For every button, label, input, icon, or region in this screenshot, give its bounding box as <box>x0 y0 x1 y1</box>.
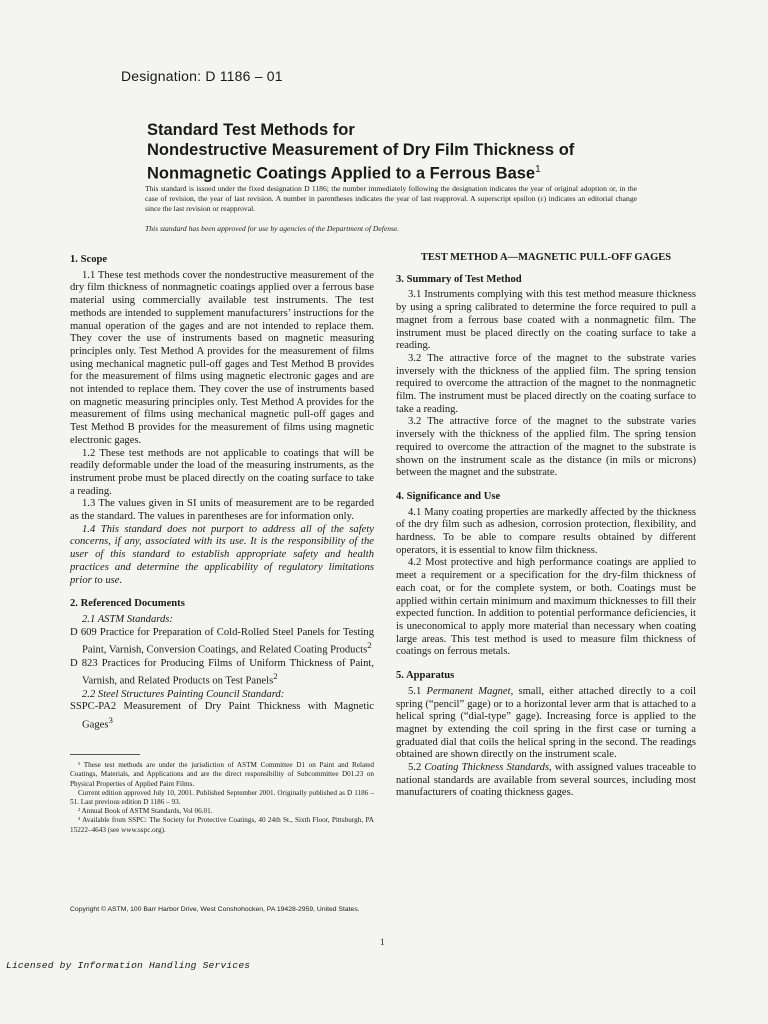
license-stamp: Licensed by Information Handling Services <box>6 960 251 971</box>
preamble: This standard is issued under the fixed designation D 1186; the number immediately following the designation indicates the year of original adoption or, in the case of revision, the year of last revision. A number in parentheses indicates the year of last reapproval. A superscript epsilon (ε) indicates an editorial change since the last revision or reapproval. <box>145 184 637 213</box>
para-2-1: 2.1 ASTM Standards: <box>82 613 173 625</box>
ref-d823: D 823 Practices for Producing Films of Uniform Thickness of Paint, Varnish, and Related Products on Test Panels$^2$ <box>70 657 374 687</box>
section-5-heading: 5. Apparatus <box>396 670 455 682</box>
ref-sspc-pa2: SSPC-PA2 Measurement of Dry Paint Thickness with Magnetic Gages$^3$ <box>70 701 374 731</box>
para-2-2: 2.2 Steel Structures Painting Council Standard: <box>82 688 285 700</box>
section-1-heading: 1. Scope <box>70 254 108 265</box>
para-1-2: 1.2 These test methods are not applicable to coatings that will be readily deformable under the load of the measuring instruments, as the instrument probe must be placed directly on the coating surface to take a reading. <box>70 447 374 497</box>
para-3-2a: 3.2 The attractive force of the magnet to the substrate varies inversely with the thickness of the applied film. The spring tension required to overcome the attraction of the magnet to the nonmagnetic film. The instrument must be placed directly on the coating surface to take a reading. <box>396 352 696 415</box>
designation: Designation: D 1186 – 01 <box>121 68 283 84</box>
ref-d609: D 609 Practice for Preparation of Cold-Rolled Steel Panels for Testing Paint, Varnish, Conversion Coatings, and Related Coating Products$^2$ <box>70 626 374 656</box>
footnote-rule <box>70 754 140 755</box>
para-4-2: 4.2 Most protective and high performance coatings are applied to meet a requirement or a specification for the dry-film thickness of each coat, or for the complete system, or both. Coatings must be applied within certain minimum and maximum thicknesses to fill their expected function. In addition to potential performance deficiencies, it is uneconomical to apply more material than necessary when coating large areas. This test method is used to measure film thickness of coatings on ferrous metals. <box>396 557 696 658</box>
para-1-1: 1.1 These test methods cover the nondestructive measurement of the dry film thickness of nonmagnetic coatings applied over a ferrous base material using commercially available test instruments. The test methods are intended to supplement manufacturers’ instructions for the manual operation of the gages and are not intended to replace them. They cover the use of instruments based on magnetic measuring principles only. Test Method A provides for the measurement of films using mechanical magnetic pull-off gages and Test Method B provides for the measurement of films using magnetic electronic gages and are not intended to replace them. They cover the use of instruments based on magnetic measuring principles only. Test Method A provides for the measurement of films using mechanical magnetic pull-off gages and Test Method B provides for the measurement of films using magnetic electronic gages. <box>70 269 374 446</box>
footnotes <box>70 761 374 835</box>
para-1-4: 1.4 This standard does not purport to address all of the safety concerns, if any, associated with its use. It is the responsibility of the user of this standard to establish appropriate safety and health practices and determine the applicability of regulatory limitations prior to use. <box>70 523 374 586</box>
para-3-2b: 3.2 The attractive force of the magnet to the substrate varies inversely with the thickness of the applied film. The spring tension required to overcome the attraction of the magnet to the substrate is shown on the instrument scale as the distance (in mils or microns) between the magnet and the substrate. <box>396 416 696 479</box>
section-3-heading: 3. Summary of Test Method <box>396 273 522 285</box>
para-4-1: 4.1 Many coating properties are markedly affected by the thickness of the dry film such as adhesion, corrosion protection, flexibility, and hardness. To be able to compare results obtained by different operators, it is essential to know film thickness. <box>396 506 696 556</box>
footnote-3: ³ Available from SSPC: The Society for Protective Coatings, 40 24th St., Sixth Floor, Pittsburgh, PA 15222–4643 (see www.sspc.org). <box>70 816 374 834</box>
para-5-1: 5.1 Permanent Magnet, small, either attached directly to a coil spring (“pencil” gage) or to a horizontal lever arm that is attached to a helical spring (“dial-type” gage). Increasing force is applied to the magnet by extending the coil spring in the first case or turning a graduated dial that coils the helical spring in the second. The readings obtained are shown directly on the instrument scale. <box>396 685 697 761</box>
footnote-1-edition: Current edition approved July 10, 2001. Published September 2001. Originally published as D 1186 – 51. Last previous edition D 1186 – 93. <box>70 788 374 807</box>
footnote-1: ¹ These test methods are under the jurisdiction of ASTM Committee D1 on Paint and Related Coatings, Materials, and Applications and are the direct responsibility of Subcommittee D01.23 on Physical Properties of Applied Paint Films. <box>70 761 374 788</box>
test-method-a-heading: TEST METHOD A—MAGNETIC PULL-OFF GAGES <box>420 252 672 263</box>
copyright-line: Copyright © ASTM, 100 Barr Harbor Drive, West Conshohocken, PA 19428-2959, United States. <box>70 906 360 913</box>
title-line-1: Standard Test Methods for <box>147 121 355 139</box>
page-number: 1 <box>380 937 385 947</box>
footnote-2: ² Annual Book of ASTM Standards, Vol 06.01. <box>78 807 213 816</box>
para-5-2: 5.2 Coating Thickness Standards, with assigned values traceable to national standards are available from several sources, including most manufacturers of coating thickness gages. <box>396 762 697 799</box>
section-4-heading: 4. Significance and Use <box>396 490 501 502</box>
document-title <box>147 120 647 184</box>
para-3-1: 3.1 Instruments complying with this test method measure thickness by using a spring calibrated to determine the force required to pull a magnet from a ferrous base coated with a nonmagnetic film. The instrument must be placed directly on the coating surface to take a reading. <box>396 289 696 352</box>
dod-approval-note: This standard has been approved for use by agencies of the Department of Defense. <box>145 224 400 233</box>
right-column <box>396 252 696 800</box>
left-column <box>70 252 374 835</box>
title-line-2: Nondestructive Measurement of Dry Film Thickness of <box>147 141 575 159</box>
title-line-3: Nonmagnetic Coatings Applied to a Ferrous Base$^1$ <box>147 164 541 183</box>
title-footnote-mark: 1 <box>535 164 541 175</box>
section-2-heading: 2. Referenced Documents <box>70 598 185 610</box>
para-1-3: 1.3 The values given in SI units of measurement are to be regarded as the standard. The values in parentheses are for information only. <box>70 498 374 523</box>
